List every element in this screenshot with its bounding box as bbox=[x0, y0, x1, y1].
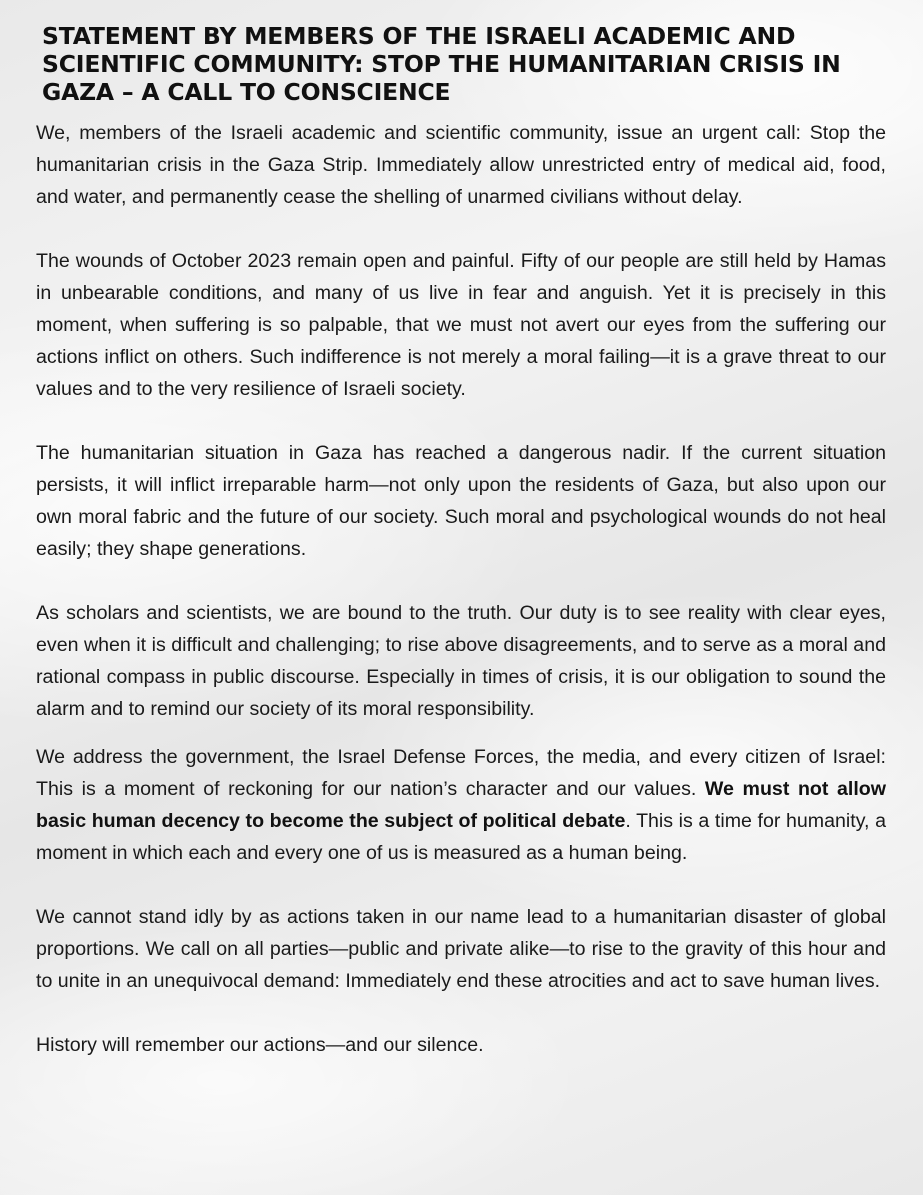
paragraph-scholars-duty: As scholars and scientists, we are bound to the truth. Our duty is to see reality with clear eyes, even when it is difficult and challenging; to rise above disagreements, and to serve as a moral and rational compass in public discourse. Especially in times of crisis, it is our obligation to sound the alarm and to remind our society of its moral responsibility. bbox=[36, 602, 886, 720]
paragraph-october-wounds: The wounds of October 2023 remain open and painful. Fifty of our people are still held by Hamas in unbearable conditions, and many of us live in fear and anguish. Yet it is precisely in this moment, when suffering is so palpable, that we must not avert our eyes from the suffering our actions inflict on others. Such indifference is not merely a moral failing—it is a grave threat to our values and to the very resilience of Israeli society. bbox=[36, 250, 886, 400]
statement-title: STATEMENT BY MEMBERS OF THE ISRAELI ACADEMIC AND SCIENTIFIC COMMUNITY: STOP THE HUMANITARIAN CRISIS IN GAZA – A CALL TO CONSCIENCE bbox=[42, 22, 841, 106]
paragraph-humanitarian-situation: The humanitarian situation in Gaza has reached a dangerous nadir. If the current situation persists, it will inflict irreparable harm—not only upon the residents of Gaza, but also upon our own moral fabric and the future of our society. Such moral and psychological wounds do not heal easily; they shape generations. bbox=[36, 442, 886, 560]
paragraph-cannot-stand-idly: We cannot stand idly by as actions taken in our name lead to a humanitarian disaster of global proportions. We call on all parties—public and private alike—to rise to the gravity of this hour and to unite in an unequivocal demand: Immediately end these atrocities and act to save human lives. bbox=[36, 906, 886, 992]
paragraph-address-text-end: . This is a time for humanity, a moment in which each and every one of us is measured as a human being. bbox=[36, 810, 886, 864]
paragraph-address-bold-statement: We must not allow basic human decency to become the subject of political debate bbox=[36, 778, 886, 832]
paragraph-urgent-call: We, members of the Israeli academic and scientific community, issue an urgent call: Stop the humanitarian crisis in the Gaza Strip. Immediately allow unrestricted entry of medical aid, food, and water, and permanently cease the shelling of unarmed civilians without delay. bbox=[36, 122, 886, 208]
closing-line: History will remember our actions—and our silence. bbox=[36, 1034, 484, 1056]
paragraph-address-government bbox=[36, 741, 886, 869]
statement-body bbox=[36, 117, 886, 1061]
paragraph-address-text-start: We address the government, the Israel Defense Forces, the media, and every citizen of Israel: This is a moment of reckoning for our nation’s character and our values. bbox=[36, 746, 886, 800]
